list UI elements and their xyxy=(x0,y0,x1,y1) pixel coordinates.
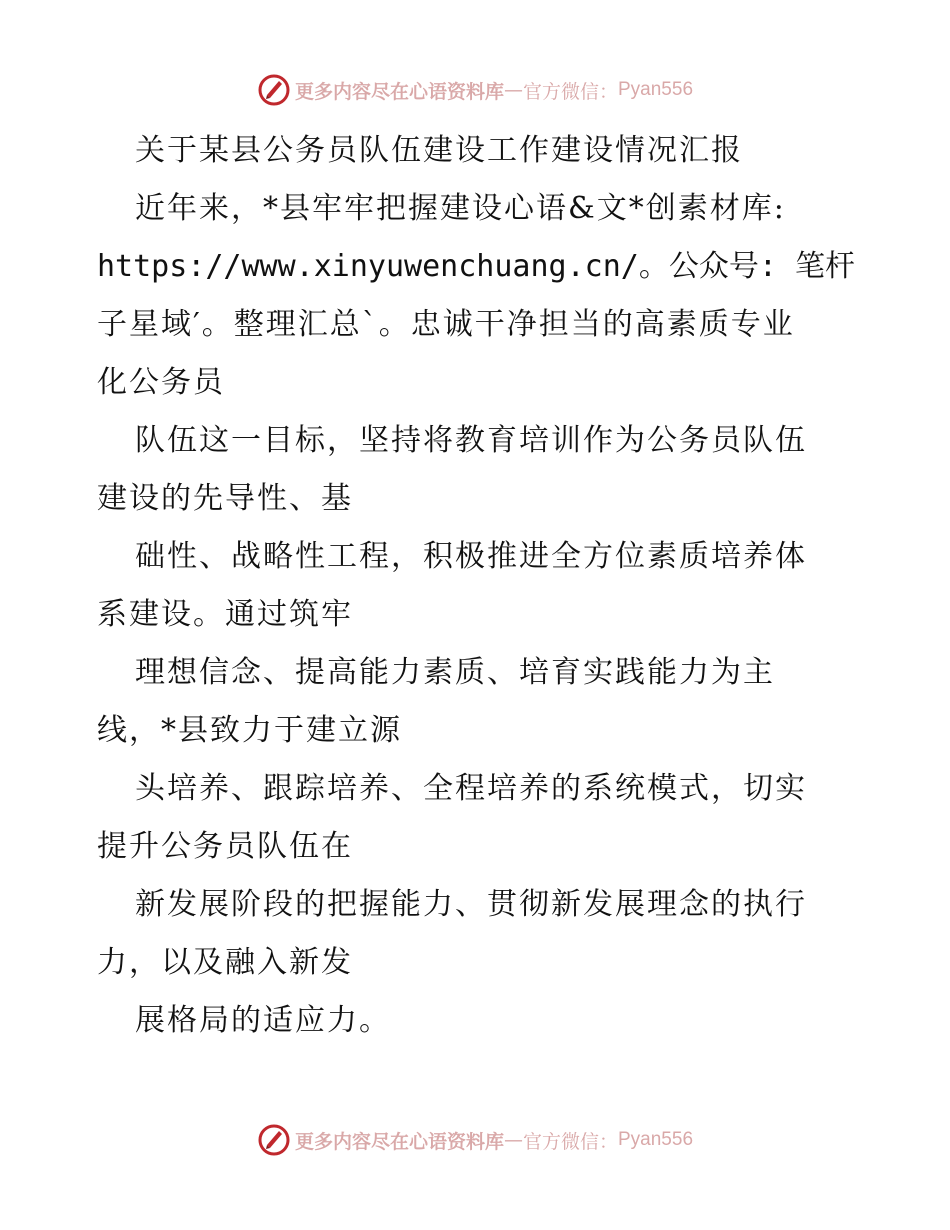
text-line: 系建设。通过筑牢 xyxy=(97,597,353,632)
text-line: 新发展阶段的把握能力、贯彻新发展理念的执行 xyxy=(135,887,807,922)
text-line: 展格局的适应力。 xyxy=(135,1003,391,1038)
banner-official-text: 官方微信： xyxy=(522,80,618,103)
text-line: https://www.xinyuwenchuang.cn/。公众号: 笔杆 xyxy=(97,249,855,284)
banner-wechat-id: Pyan556 xyxy=(618,79,694,100)
text-line: 子星域′。整理汇总`。忠诚干净担当的高素质专业 xyxy=(97,307,795,342)
document-title: 关于某县公务员队伍建设工作建设情况汇报 xyxy=(135,133,743,168)
text-line: 队伍这一目标，坚持将教育培训作为公务员队伍 xyxy=(135,423,807,458)
banner-wechat-id: Pyan556 xyxy=(618,1129,694,1150)
text-line: 力，以及融入新发 xyxy=(97,945,353,980)
brand-logo-icon xyxy=(257,73,291,107)
header-banner xyxy=(0,70,950,110)
text-line: 础性、战略性工程，积极推进全方位素质培养体 xyxy=(135,539,807,574)
footer-banner xyxy=(0,1120,950,1160)
text-line: 头培养、跟踪培养、全程培养的系统模式，切实 xyxy=(135,771,807,806)
banner-brand-text: 更多内容尽在心语资料库 xyxy=(294,1130,504,1153)
banner-separator: — xyxy=(503,79,523,101)
text-line: 化公务员 xyxy=(97,365,225,400)
text-line: 建设的先导性、基 xyxy=(97,481,353,516)
banner-official-text: 官方微信： xyxy=(522,1130,618,1153)
text-line: 近年来，*县牢牢把握建设心语&文*创素材库: xyxy=(135,191,786,226)
banner-brand-text: 更多内容尽在心语资料库 xyxy=(294,80,504,103)
text-line: 提升公务员队伍在 xyxy=(97,829,353,864)
text-line: 线，*县致力于建立源 xyxy=(97,713,402,748)
banner-separator: — xyxy=(503,1129,523,1151)
brand-logo-icon xyxy=(257,1123,291,1157)
document-body xyxy=(97,122,857,1050)
text-line: 理想信念、提高能力素质、培育实践能力为主 xyxy=(135,655,775,690)
